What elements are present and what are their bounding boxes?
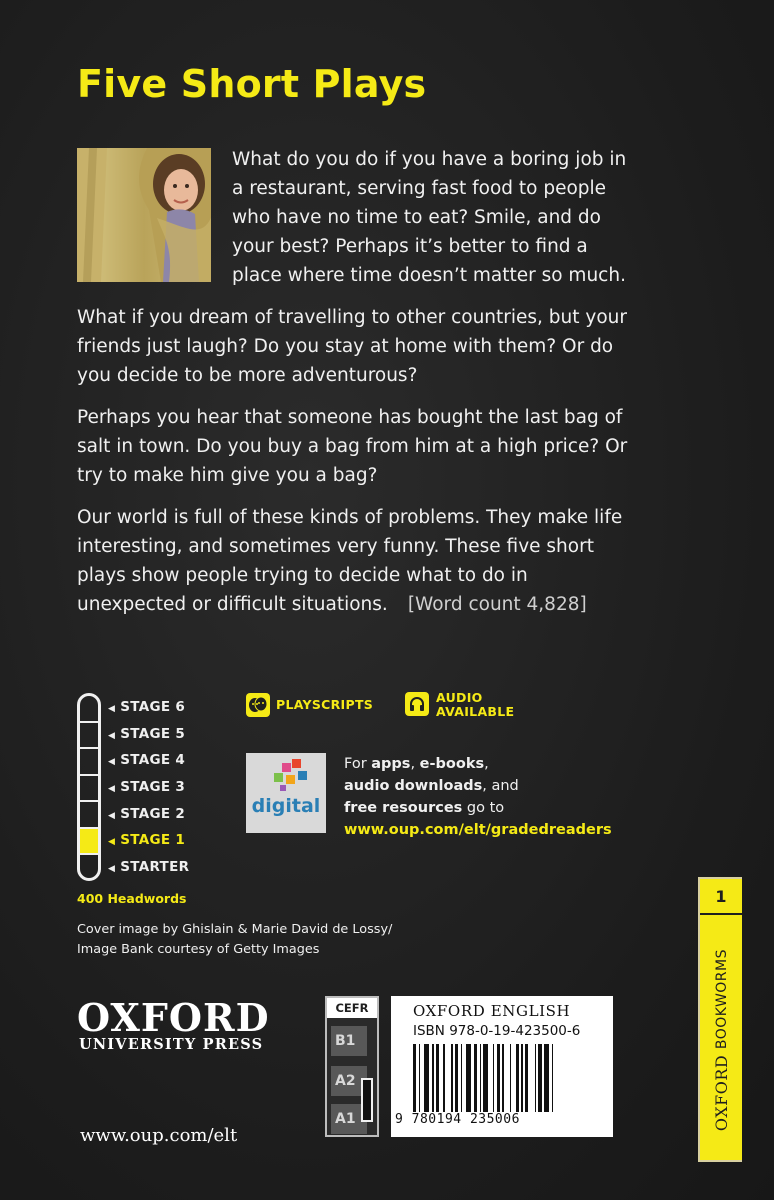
theatre-masks-icon [246, 693, 270, 717]
arrow-left-icon: ◀ [108, 864, 116, 875]
pixel-square [298, 771, 307, 780]
ladder-segment [80, 749, 98, 776]
resources-bold: apps [371, 756, 411, 772]
stage-label: STAGE 2 [120, 805, 186, 822]
series-name-oxford: OXFORD [711, 1054, 731, 1132]
cefr-marker [361, 1078, 373, 1122]
barcode-bar [525, 1044, 528, 1114]
graded-readers-url: www.oup.com/elt/gradedreaders [344, 822, 612, 838]
publisher-subtitle: UNIVERSITY PRESS [79, 1036, 264, 1053]
credit-line-1: Cover image by Ghislain & Marie David de Lossy/ [77, 922, 393, 937]
barcode-bars [413, 1044, 603, 1114]
arrow-left-icon: ◀ [108, 757, 116, 768]
barcode-bar [497, 1044, 500, 1114]
pixel-square [274, 773, 283, 782]
barcode-bar [474, 1044, 477, 1114]
playscripts-badge [246, 693, 374, 717]
barcode-bar [443, 1044, 445, 1114]
barcode-bar [461, 1044, 463, 1114]
ladder-segment [80, 855, 98, 881]
barcode-bar [552, 1044, 554, 1114]
arrow-left-icon: ◀ [108, 837, 116, 848]
barcode-bar [432, 1044, 434, 1114]
pixel-square [282, 763, 291, 772]
word-count: [Word count 4,828] [407, 594, 587, 615]
publisher-logo: OXFORD [77, 995, 270, 1040]
digital-logo-text: digital [251, 795, 321, 817]
blurb-paragraph-3: Perhaps you hear that someone has bought the last bag of salt in town. Do you buy a bag from him at a high price? Or try to make him give you a bag? [77, 407, 628, 486]
credit-line-2: Image Bank courtesy of Getty Images [77, 942, 320, 957]
stage-1-current [108, 830, 189, 857]
barcode-bar [436, 1044, 439, 1114]
barcode-digits: 9 780194 235006 [395, 1112, 607, 1127]
audio-badge [405, 690, 515, 719]
barcode-bar [413, 1044, 416, 1114]
barcode-bar [493, 1044, 495, 1114]
cover-image-credit [77, 920, 457, 960]
playscripts-label: PLAYSCRIPTS [276, 697, 374, 712]
isbn-barcode [391, 996, 613, 1137]
headphones-icon [405, 692, 429, 716]
barcode-bar [480, 1044, 482, 1114]
arrow-left-icon: ◀ [108, 704, 116, 714]
pixel-square [280, 785, 286, 791]
cefr-heading: CEFR [327, 998, 377, 1018]
stage-label: STAGE 3 [120, 779, 186, 796]
barcode-bar [424, 1044, 429, 1114]
ladder-segment [80, 723, 98, 750]
resources-text: go to [462, 800, 505, 816]
cover-photo [77, 148, 211, 282]
cefr-level-a2: A2 [331, 1066, 367, 1096]
cefr-level-box [325, 996, 379, 1137]
arrow-left-icon: ◀ [108, 810, 116, 821]
resources-text: For [344, 756, 372, 772]
barcode-bar [538, 1044, 541, 1114]
resources-bold: free resources [344, 800, 463, 816]
stage-label: STAGE 5 [120, 725, 186, 742]
stage-label: STAGE 4 [120, 752, 186, 769]
arrow-left-icon: ◀ [108, 784, 116, 795]
blurb-paragraph-4-text: Our world is full of these kinds of problems. They make life interesting, and sometimes very funny. These five short plays show people trying to decide what to do in unexpected or difficult situations. [77, 507, 623, 615]
pixel-square [286, 775, 295, 784]
stage-ladder [77, 693, 101, 881]
stage-3 [108, 777, 189, 804]
audio-label-line2: AVAILABLE [436, 704, 515, 719]
stage-2 [108, 804, 189, 831]
ladder-segment [80, 696, 98, 723]
book-title: Five Short Plays [77, 62, 427, 106]
online-resources-note [344, 753, 644, 841]
arrow-left-icon: ◀ [108, 730, 116, 741]
barcode-bar [510, 1044, 512, 1114]
resources-text: , and [482, 778, 519, 794]
barcode-bar [535, 1044, 537, 1114]
stage-starter [108, 857, 189, 884]
barcode-bar [544, 1044, 549, 1114]
headwords-count: 400 Headwords [77, 891, 187, 906]
audio-label [436, 691, 526, 719]
ladder-segment-active [80, 829, 98, 856]
audio-label-line1: AUDIO [436, 690, 483, 705]
blurb-paragraph-1: What do you do if you have a boring job in a restaurant, serving fast food to people who have no time to eat? Smile, and do your best? Perhaps it’s better to find a place where time doesn’t matter so much. [232, 149, 627, 286]
barcode-bar [516, 1044, 519, 1114]
resources-text: , [410, 756, 420, 772]
stage-list [108, 697, 189, 884]
barcode-bar [521, 1044, 523, 1114]
blurb-paragraph-2: What if you dream of travelling to other countries, but your friends just laugh? Do you stay at home with them? Or do you decide to be more adventurous? [77, 307, 628, 386]
stage-4 [108, 750, 189, 777]
stage-6 [108, 697, 189, 724]
series-name [706, 925, 736, 1155]
resources-text: , [484, 756, 489, 772]
barcode-bar [502, 1044, 504, 1114]
resources-bold: audio downloads [344, 778, 483, 794]
barcode-bar [466, 1044, 471, 1114]
ladder-segment [80, 802, 98, 829]
barcode-bar [451, 1044, 453, 1114]
series-name-bookworms: BOOKWORMS [713, 948, 730, 1050]
resources-bold: e-books [419, 756, 485, 772]
stage-label: STAGE 6 [120, 699, 186, 715]
stage-label: STAGE 1 [120, 832, 186, 849]
cefr-level-a1: A1 [331, 1104, 367, 1134]
series-stage-number: 1 [700, 879, 742, 915]
barcode-bar [419, 1044, 421, 1114]
digital-logo [246, 753, 326, 833]
blurb-paragraph-4 [77, 503, 637, 619]
series-name-text [712, 949, 731, 1131]
barcode-series-label: OXFORD ENGLISH [413, 1002, 571, 1020]
barcode-bar [483, 1044, 488, 1114]
stage-5 [108, 724, 189, 751]
pixel-square [292, 759, 301, 768]
publisher-website: www.oup.com/elt [80, 1125, 238, 1146]
isbn-number: ISBN 978-0-19-423500-6 [413, 1023, 581, 1039]
series-spine-tab [698, 877, 742, 1162]
ladder-segment [80, 776, 98, 803]
cefr-level-b1: B1 [331, 1026, 367, 1056]
barcode-bar [455, 1044, 458, 1114]
stage-label: STARTER [120, 859, 190, 876]
